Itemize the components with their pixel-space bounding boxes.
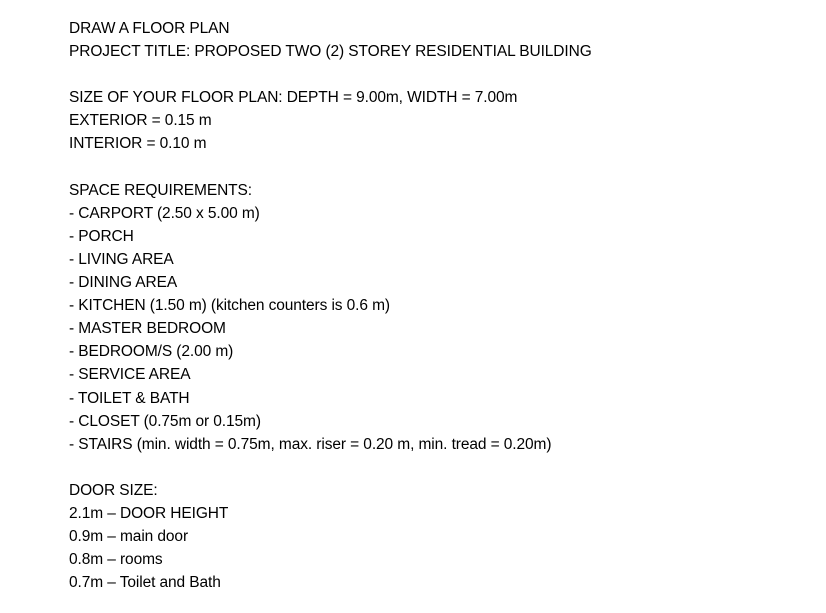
document-title: DRAW A FLOOR PLAN	[69, 20, 230, 37]
requirement-porch: - PORCH	[69, 227, 134, 245]
requirement-living-area: - LIVING AREA	[69, 250, 174, 268]
space-requirements-heading: SPACE REQUIREMENTS:	[69, 181, 252, 199]
spacer	[69, 156, 809, 179]
requirement-toilet-bath: - TOILET & BATH	[69, 389, 190, 407]
interior-wall: INTERIOR = 0.10 m	[69, 135, 207, 153]
requirement-service-area: - SERVICE AREA	[69, 366, 191, 384]
requirement-kitchen: - KITCHEN (1.50 m) (kitchen counters is 0.6 m)	[69, 297, 390, 315]
requirement-carport: - CARPORT (2.50 x 5.00 m)	[69, 204, 260, 222]
requirement-stairs: - STAIRS (min. width = 0.75m, max. riser = 0.20 m, min. tread = 0.20m)	[69, 435, 552, 453]
door-size-heading: DOOR SIZE:	[69, 481, 158, 499]
document-body	[69, 17, 809, 594]
requirement-closet: - CLOSET (0.75m or 0.15m)	[69, 412, 261, 430]
door-toilet-bath: 0.7m – Toilet and Bath	[69, 574, 221, 592]
exterior-wall: EXTERIOR = 0.15 m	[69, 112, 212, 130]
door-main: 0.9m – main door	[69, 528, 189, 546]
door-height: 2.1m – DOOR HEIGHT	[69, 504, 229, 522]
project-title: PROJECT TITLE: PROPOSED TWO (2) STOREY RESIDENTIAL BUILDING	[69, 43, 592, 61]
spacer	[69, 63, 809, 86]
requirement-master-bedroom: - MASTER BEDROOM	[69, 320, 226, 338]
spacer	[69, 456, 809, 479]
requirement-bedrooms: - BEDROOM/S (2.00 m)	[69, 343, 234, 361]
floor-plan-size: SIZE OF YOUR FLOOR PLAN: DEPTH = 9.00m, WIDTH = 7.00m	[69, 89, 518, 107]
door-rooms: 0.8m – rooms	[69, 551, 163, 569]
requirement-dining-area: - DINING AREA	[69, 274, 178, 292]
